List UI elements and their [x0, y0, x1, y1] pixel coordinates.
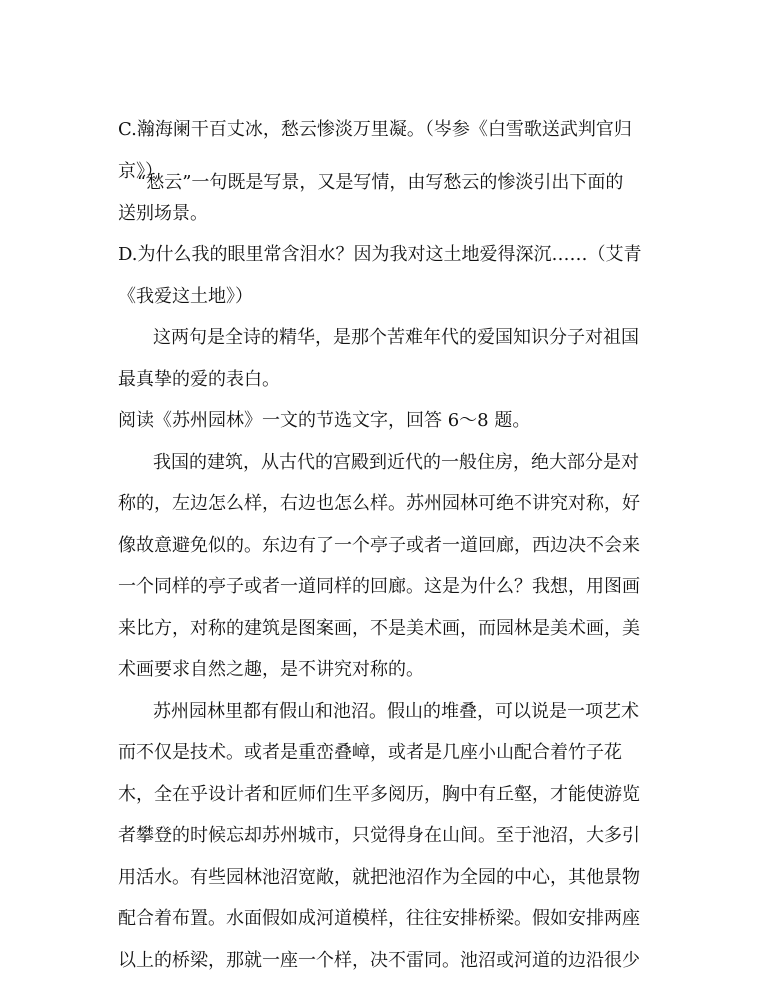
- text-line: C.瀚海阑干百丈冰，愁云惨淡万里凝。（岑参《白雪歌送武判官归: [118, 119, 632, 140]
- text-line: D.为什么我的眼里常含泪水？因为我对这土地爱得深沉……（艾青: [118, 244, 642, 265]
- text-line: 这两句是全诗的精华，是那个苦难年代的爱国知识分子对祖国: [153, 327, 639, 348]
- text-line: “愁云”一句既是写景，又是写情，由写愁云的惨淡引出下面的: [137, 172, 624, 193]
- text-line: 木，全在乎设计者和匠师们生平多阅历，胸中有丘壑，才能使游览: [118, 784, 640, 805]
- text-line: 我国的建筑，从古代的宫殿到近代的一般住房，绝大部分是对: [153, 452, 639, 473]
- text-line: 苏州园林里都有假山和池沼。假山的堆叠，可以说是一项艺术: [153, 701, 639, 722]
- text-line: 以上的桥梁，那就一座一个样，决不雷同。池沼或河道的边沿很少: [118, 950, 640, 971]
- text-line: 配合着布置。水面假如成河道模样，往往安排桥梁。假如安排两座: [118, 908, 640, 929]
- text-line: 术画要求自然之趣，是不讲究对称的。: [118, 659, 424, 680]
- text-line: 阅读《苏州园林》一文的节选文字，回答 6～8 题。: [118, 410, 531, 431]
- text-line: 《我爱这土地》）: [118, 286, 253, 307]
- text-line: 像故意避免似的。东边有了一个亭子或者一道回廊，西边决不会来: [118, 535, 640, 556]
- text-line: 用活水。有些园林池沼宽敞，就把池沼作为全园的中心，其他景物: [118, 867, 640, 888]
- text-line: 来比方，对称的建筑是图案画，不是美术画，而园林是美术画，美: [118, 618, 640, 639]
- text-line: 京》）: [118, 161, 163, 182]
- text-line: 而不仅是技术。或者是重峦叠嶂，或者是几座小山配合着竹子花: [118, 742, 622, 763]
- text-line: 一个同样的亭子或者一道同样的回廊。这是为什么？我想，用图画: [118, 576, 640, 597]
- text-line: 最真挚的爱的表白。: [118, 369, 280, 390]
- text-line: 称的，左边怎么样，右边也怎么样。苏州园林可绝不讲究对称，好: [118, 493, 640, 514]
- text-line: 送别场景。: [118, 203, 208, 224]
- text-line: 者攀登的时候忘却苏州城市，只觉得身在山间。至于池沼，大多引: [118, 825, 640, 846]
